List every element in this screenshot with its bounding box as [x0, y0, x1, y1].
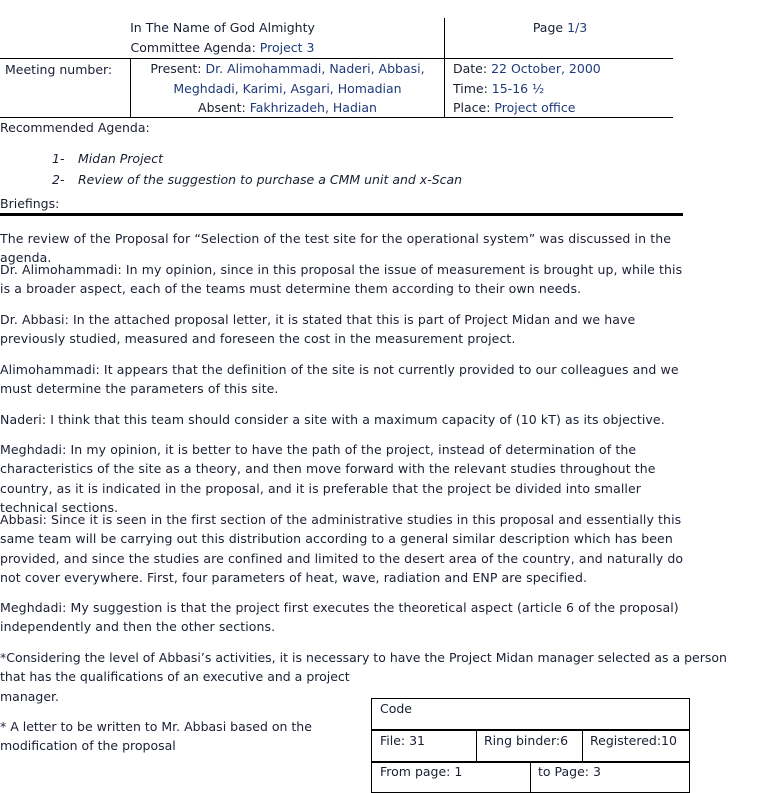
code-label: Code: [380, 701, 413, 716]
page-indicator: [446, 18, 674, 38]
file-divider: [476, 730, 477, 762]
ring-divider: [582, 730, 583, 762]
committee-label: Committee Agenda:: [130, 40, 260, 55]
agenda-item-number: 1-: [52, 151, 65, 166]
header-line2: [0, 38, 445, 58]
meeting-number-label: Meeting number:: [5, 62, 113, 77]
present-label: Present:: [150, 61, 206, 76]
agenda-item-number: 2-: [52, 172, 65, 187]
absent-label: Absent:: [198, 100, 250, 115]
note-line: modification of the proposal: [0, 738, 176, 754]
time-value: 15-16 ½: [491, 80, 545, 96]
note-line: * A letter to be written to Mr. Abbasi based on the: [0, 719, 312, 734]
header-divider: [444, 18, 445, 117]
date-value: 22 October, 2000: [491, 61, 601, 76]
header-title: [0, 18, 445, 58]
briefings-rule: [0, 213, 683, 216]
to-page-cell: to Page: 3: [538, 764, 601, 779]
present-line1: [131, 59, 444, 79]
note-line: *Considering the level of Abbasi’s activities, it is necessary to have the Project Midan manager selected as a person: [0, 650, 727, 665]
page-range-divider: [530, 762, 531, 792]
from-page-cell: From page: 1: [380, 764, 463, 779]
briefing-paragraph: Abbasi: Since it is seen in the first section of the administrative studies in this proposal and essentially this same team will be carrying out this distribution according to a general similar description which has been provided, and since the studies are confined and limited to the desert area of the country, and naturally do not cover everywhere. First, four parameters of heat, wave, radiation and ENP are specified.: [0, 512, 684, 586]
present-line2: Meghdadi, Karimi, Asgari, Homadian: [173, 80, 402, 96]
page-label: Page: [532, 20, 568, 35]
briefing-paragraph: Dr. Abbasi: In the attached proposal letter, it is stated that this is part of Project Midan and we have previously studied, measured and foreseen the cost in the measurement project.: [0, 312, 636, 347]
file-row: [371, 729, 690, 763]
attendance: [131, 59, 444, 118]
briefings-heading: Briefings:: [0, 196, 60, 211]
time-label: Time:: [453, 80, 492, 96]
agenda-item-text: Midan Project: [78, 151, 164, 166]
date-label: Date:: [453, 61, 492, 76]
briefing-paragraph: Meghdadi: My suggestion is that the project first executes the theoretical aspect (article 6 of the proposal) independently and then the other sections.: [0, 600, 679, 635]
agenda-heading: Recommended Agenda:: [0, 120, 150, 135]
present-names-1: Dr. Alimohammadi, Naderi, Abbasi,: [205, 61, 425, 76]
briefing-paragraph: Dr. Alimohammadi: In my opinion, since in this proposal the issue of measurement is brought up, while this is a broader aspect, each of the teams must determine them according to their own needs.: [0, 262, 683, 297]
file-cell: File: 31: [380, 733, 426, 748]
date-line: [453, 59, 601, 79]
agenda-item: [52, 151, 64, 166]
registered-cell: Registered:10: [590, 733, 677, 748]
meeting-details: [453, 59, 601, 118]
note-line: that has the qualifications of an executive and a project: [0, 669, 350, 685]
note-letter-abbasi: [0, 717, 312, 756]
briefing-paragraph: The review of the Proposal for “Selection of the test site for the operational system” was discussed in the agenda.: [0, 231, 672, 266]
page-range-row: [371, 761, 690, 793]
absent-names: Fakhrizadeh, Hadian: [249, 100, 377, 115]
page-value: 1/3: [567, 20, 588, 35]
agenda-item: [52, 172, 64, 187]
note-line: manager.: [0, 688, 60, 704]
time-line: [453, 79, 601, 99]
header-line1: In The Name of God Almighty: [130, 20, 315, 35]
briefing-paragraph: Alimohammadi: It appears that the definition of the site is not currently provided to our colleagues and we must determine the parameters of this site.: [0, 362, 679, 397]
code-box: [371, 698, 690, 731]
briefing-paragraph: Meghdadi: In my opinion, it is better to have the path of the project, instead of determination of the characteristics of the site as a theory, and then move forward with the relevant studies throughout the country, as it is indicated in the proposal, and it is preferable that the project be divided into smaller technical sections.: [0, 442, 656, 516]
place-line: [453, 98, 601, 118]
ring-binder-cell: Ring binder:6: [484, 733, 569, 748]
agenda-item-text: Review of the suggestion to purchase a CMM unit and x-Scan: [78, 172, 463, 187]
absent-line: [131, 98, 444, 118]
place-label: Place:: [453, 100, 495, 115]
briefing-paragraph: Naderi: I think that this team should consider a site with a maximum capacity of (10 kT) as its objective.: [0, 412, 665, 427]
place-value: Project office: [494, 100, 576, 115]
committee-value: Project 3: [259, 40, 315, 55]
